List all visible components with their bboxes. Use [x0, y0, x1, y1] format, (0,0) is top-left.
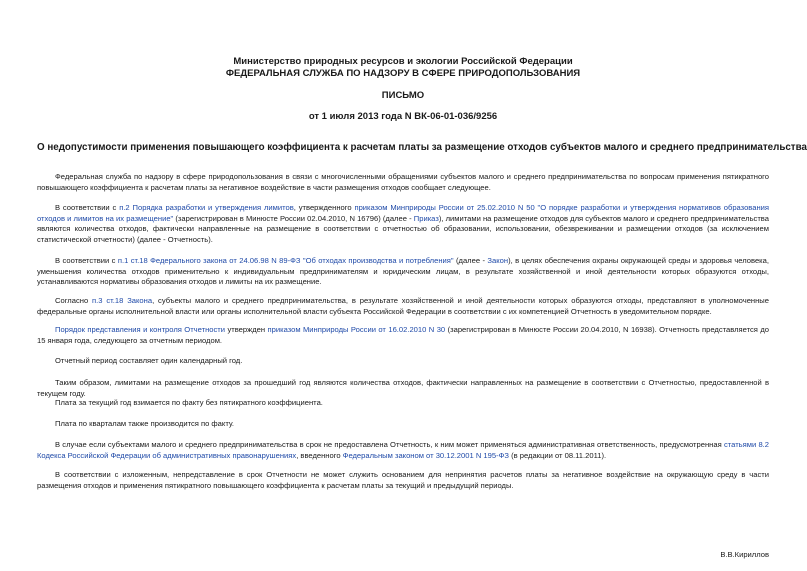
paragraph-4-text-2: , субъекты малого и среднего предпринимательства, в результате хозяйственной и иной деятельности которых образуются отходы, представляют в уполномоченные федеральные органы исполнительной власти или органы исполнительной власти субъекта Российской Федерации в соответствии с их компетенцией Отчетность в уведомительном порядке. — [37, 296, 769, 316]
paragraph-2-text-1: В соответствии с — [55, 203, 120, 212]
paragraph-10 — [37, 440, 769, 461]
paragraph-4-text-1: Согласно — [55, 296, 93, 305]
link-reporting-procedure[interactable]: Порядок представления и контроля Отчетности — [55, 325, 226, 334]
link-order-50[interactable]: приказом Минприроды России от 25.02.2010 N 50 "О порядке разработки и утверждения нормативов образования отходов и лимитов на их размещение" — [37, 203, 770, 223]
paragraph-3-text-2: (далее - — [453, 256, 488, 265]
paragraph-2 — [37, 203, 769, 245]
document-type: ПИСЬМО — [381, 90, 425, 101]
paragraph-2-text-2: , утвержденного — [293, 203, 355, 212]
paragraph-5-text-1: утвержден — [225, 325, 268, 334]
paragraph-2-text-4: ), лимитами на размещение отходов для субъектов малого и среднего предпринимательства являются количества отходов, фактически направленные на размещение в соответствии с отчетностью об образовании, использовании, обезвреживании и размещении отходов (за исключением статистической отчетности) (далее - Отчетность). — [37, 213, 769, 244]
link-law-art18-p3[interactable]: п.3 ст.18 Закона — [92, 296, 153, 305]
ministry-name: Министерство природных ресурсов и экологии Российской Федерации — [233, 56, 573, 67]
paragraph-8: Плата за текущий год взимается по факту без пятикратного коэффициента. — [55, 398, 323, 407]
document-page — [37, 0, 807, 571]
paragraph-3-text-3: ), в целях обеспечения охраны окружающей среды и здоровья человека, уменьшения количества отходов применительно к индивидуальным предпринимателям и юридическим лицам, в результате хозяйственной и иной деятельности которых образуются отходы, устанавливаются нормативы образования отходов и лимиты на их размещение. — [37, 256, 769, 287]
paragraph-10-text-3: (в редакции от 08.11.2011). — [508, 450, 607, 460]
paragraph-10-text-2: , введенного — [296, 450, 343, 460]
signature: В.В.Кириллов — [720, 550, 769, 559]
paragraph-11: В соответствии с изложенным, непредставление в срок Отчетности не может служить основанием для непринятия расчетов платы за негативное воздействие на окружающую среду в части размещения отходов и применения пятикратного повышающего коэффициента к расчетам платы за текущий и предыдущий периоды. — [37, 470, 769, 490]
paragraph-5-text-2: (зарегистрирован в Минюсте России 20.04.2010, N 16938). Отчетность представляется до 15 января года, следующего за отчетным периодом. — [37, 325, 770, 345]
link-koap-art-8-2[interactable]: статьями 8.2 Кодекса Российской Федерации об административных правонарушениях — [37, 440, 770, 460]
document-subject: О недопустимости применения повышающего коэффициента к расчетам платы за размещение отходов субъектов малого и среднего предпринимательства — [37, 142, 807, 153]
paragraph-3 — [37, 256, 769, 288]
document-date-number: от 1 июля 2013 года N ВК-06-01-036/9256 — [308, 111, 498, 122]
paragraph-2-text-3: (зарегистрирован в Минюсте России 02.04.2010, N 16796) (далее - — [173, 213, 414, 223]
link-law-195-fz[interactable]: Федеральным законом от 30.12.2001 N 195-ФЗ — [342, 450, 509, 460]
link-law-89-fz[interactable]: п.1 ст.18 Федерального закона от 24.06.98 N 89-ФЗ "Об отходах производства и потребления" — [117, 256, 454, 265]
link-law[interactable]: Закон — [487, 256, 509, 265]
paragraph-7: Таким образом, лимитами на размещение отходов за прошедший год являются количества отходов, фактически направленных на размещение в соответствии с Отчетностью, предоставленной в текущем году. — [37, 378, 769, 398]
paragraph-4 — [37, 296, 769, 317]
link-order-30[interactable]: приказом Минприроды России от 16.02.2010 N 30 — [267, 325, 446, 334]
letter-header — [37, 56, 769, 80]
paragraph-10-text-1: В случае если субъектами малого и среднего предпринимательства в срок не предоставлена Отчетность, к ним может применяться административная ответственность, предусмотренная — [55, 440, 724, 449]
paragraph-5 — [37, 325, 769, 346]
link-limits-procedure[interactable]: п.2 Порядка разработки и утверждения лимитов — [119, 203, 294, 212]
paragraph-6: Отчетный период составляет один календарный год. — [55, 356, 243, 365]
link-order[interactable]: Приказ — [413, 213, 439, 223]
paragraph-9: Плата по кварталам также производится по факту. — [55, 419, 235, 428]
service-name: ФЕДЕРАЛЬНАЯ СЛУЖБА ПО НАДЗОРУ В СФЕРЕ ПРИРОДОПОЛЬЗОВАНИЯ — [225, 68, 581, 79]
paragraph-3-text-1: В соответствии с — [55, 256, 118, 265]
paragraph-1: Федеральная служба по надзору в сфере природопользования в связи с многочисленными обращениями субъектов малого и среднего предпринимательства по вопросам применения пятикратного повышающего коэффициента к расчетам платы за негативное воздействие в части размещения отходов сообщает следующее. — [37, 172, 769, 192]
